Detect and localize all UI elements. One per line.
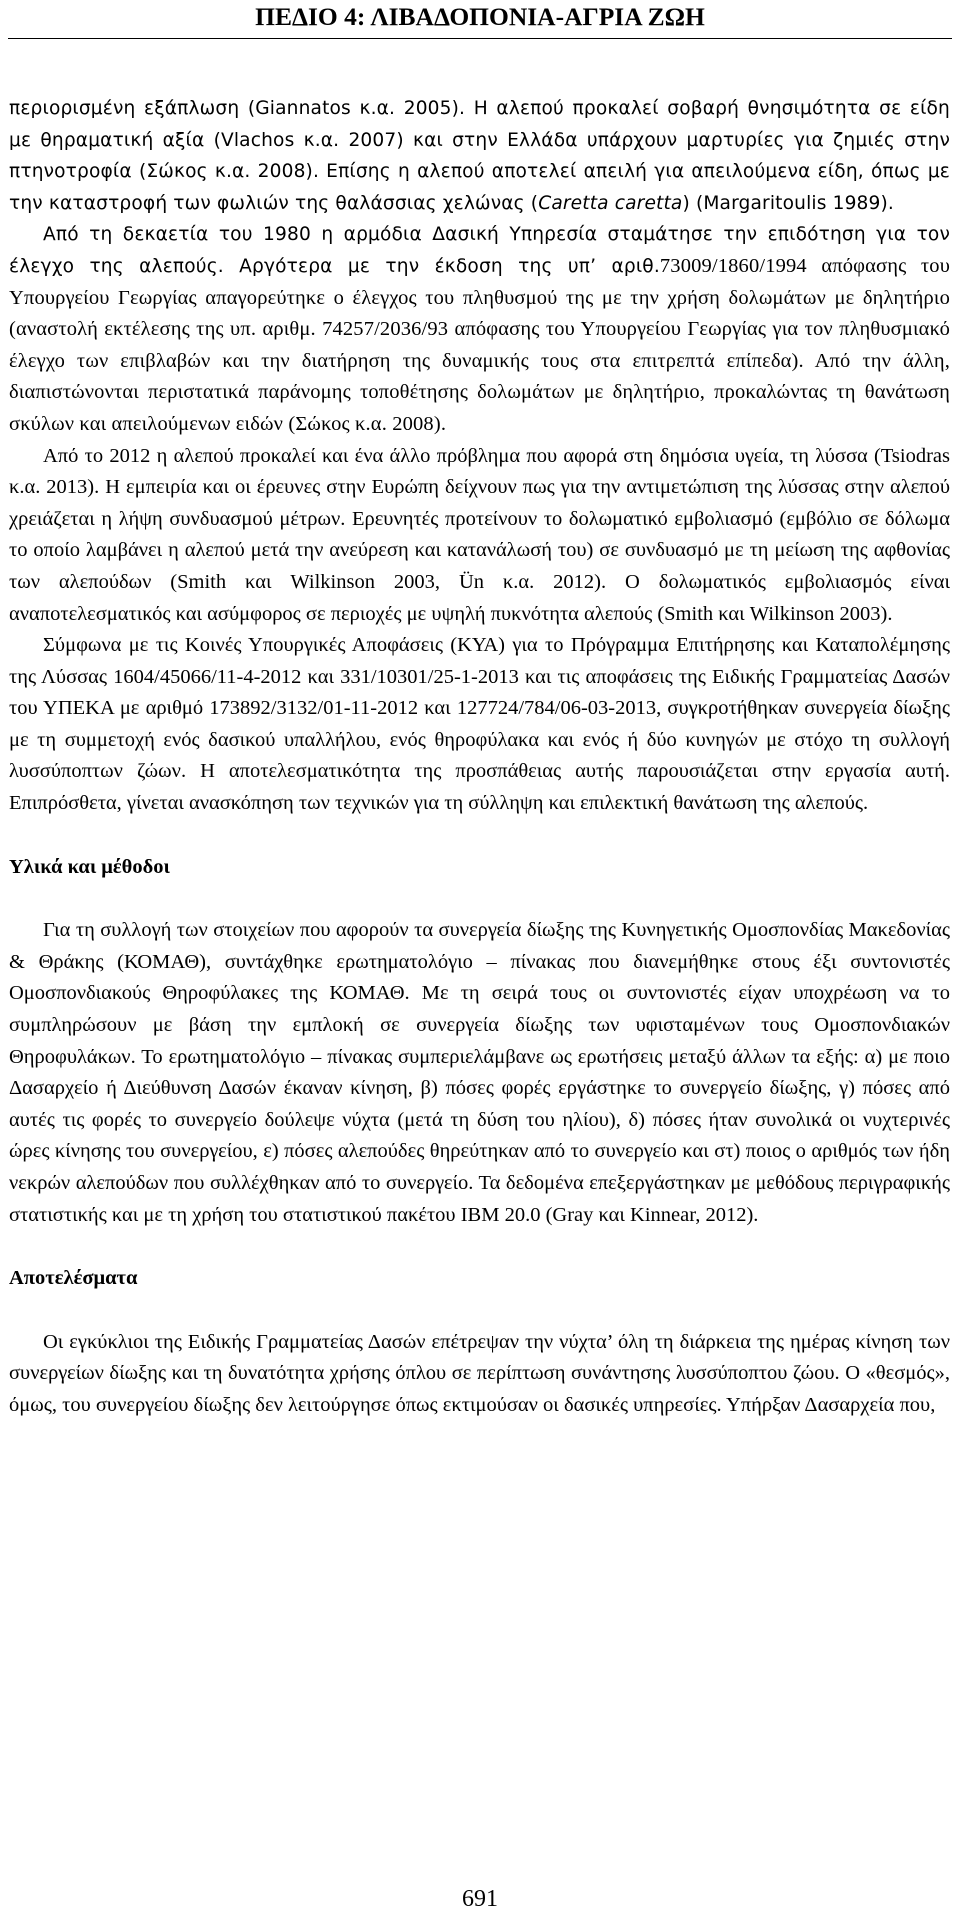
paragraph-2-text-a: Από τη δεκαετία του 1980 η αρμόδια Δασική Υπηρεσία σταμάτησε την επιδότηση για τον έλεγχο της αλεπούς. Αργότερα με την έκδοση της υπ’ αριθ. bbox=[9, 224, 950, 277]
paragraph-1-text-b: ) (Margaritoulis 1989). bbox=[682, 192, 894, 214]
sans-text-block bbox=[9, 93, 950, 441]
methods-paragraph: Για τη συλλογή των στοιχείων που αφορούν τα συνεργεία δίωξης της Κυνηγετικής Ομοσπονδίας Μακεδονίας & Θράκης (ΚΟΜΑΘ), συντάχθηκε ερωτηματολόγιο – πίνακας που διανεμήθηκε στους έξι συντονιστές Ομοσπονδιακούς Θηροφύλακες της ΚΟΜΑΘ. Με τη σειρά τους οι συντονιστές είχαν υποχρέωση να το συμπληρώσουν με βάση την εμπλοκή σε συνεργεία δίωξης των υφισταμένων τους Ομοσπονδιακών Θηροφυλάκων. Το ερωτηματολόγιο – πίνακας συμπεριελάμβανε ως ερωτήσεις μεταξύ άλλων τα εξής: α) με ποιο Δασαρχείο ή Διεύθυνση Δασών έκαναν κίνηση, β) πόσες φορές εργάστηκε το συνεργείο δίωξης, γ) πόσες από αυτές τις φορές το συνεργείο δούλεψε νύχτα (μετά τη δύση του ηλίου), δ) πόσες ήταν συνολικά οι νυχτερινές ώρες κίνησης του συνεργείου, ε) πόσες αλεπούδες θηρεύτηκαν από το συνεργείο και στ) ποιος ο αριθμός των ήδη νεκρών αλεπούδων που συλλέχθηκαν από το συνεργείο. Τα δεδομένα επεξεργάστηκαν με μεθόδους περιγραφικής στατιστικής και με τη χρήση του στατιστικού πακέτου IBM 20.0 (Gray και Kinnear, 2012). bbox=[9, 919, 950, 1226]
species-name: Caretta caretta bbox=[538, 192, 683, 214]
paragraph-4: Σύμφωνα με τις Κοινές Υπουργικές Αποφάσεις (ΚΥΑ) για το Πρόγραμμα Επιτήρησης και Καταπολέμησης της Λύσσας 1604/45066/11-4-2012 και 331/10301/25-1-2013 και τις αποφάσεις της Ειδικής Γραμματείας Δασών του ΥΠΕΚΑ με αριθμό 173892/3132/01-11-2012 και 127724/784/06-03-2013, συγκροτήθηκαν συνεργεία δίωξης με τη συμμετοχή ενός δασικού υπαλλήλου, ενός θηροφύλακα και ενός ή δύο κυνηγών με στόχο τη συλλογή λυσσύποπτων ζώων. Η αποτελεσματικότητα της προσπάθειας αυτής παρουσιάζεται στην εργασία αυτή. Επιπρόσθετα, γίνεται ανασκόπηση των τεχνικών για τη σύλληψη και επιλεκτική θανάτωση της αλεπούς. bbox=[9, 634, 950, 815]
paragraph-2-text-b: 73009/1860/1994 απόφασης του Υπουργείου Γεωργίας απαγορεύτηκε ο έλεγχος του πληθυσμού της με την χρήση δολωμάτων με δηλητήριο (αναστολή εκτέλεσης της υπ. αριθμ. 74257/2036/93 απόφασης του Υπουργείου Γεωργίας για τον πληθυσμιακό έλεγχο των επιβλαβών και την διατήρηση της δυναμικής τους στα επιτρεπτά επίπεδα). Από την άλλη, διαπιστώνονται περιστατικά παράνομης τοποθέτησης δολωμάτων με δηλητήριο, προκαλώντας τη θανάτωση σκύλων και απειλούμενων ειδών (Σώκος κ.α. 2008). bbox=[9, 254, 951, 435]
results-heading: Αποτελέσματα bbox=[9, 1267, 138, 1290]
running-header: ΠΕΔΙΟ 4: ΛΙΒΑΔΟΠΟΝΙΑ-ΑΓΡΙΑ ΖΩΗ bbox=[255, 2, 705, 31]
results-paragraph: Οι εγκύκλιοι της Ειδικής Γραμματείας Δασών επέτρεψαν την νύχτα’ όλη τη διάρκεια της ημέρας κίνηση των συνεργείων δίωξης και τη δυνατότητα χρήσης όπλου σε περίπτωση συνάντησης λυσσύποπτου ζώου. Ο «θεσμός», όμως, του συνεργείου δίωξης δεν λειτούργησε όπως εκτιμούσαν οι δασικές υπηρεσίες. Υπήρξαν Δασαρχεία που, bbox=[9, 1330, 950, 1416]
paragraph-1 bbox=[9, 93, 950, 219]
methods-heading: Υλικά και μέθοδοι bbox=[9, 855, 170, 878]
body-text bbox=[9, 93, 950, 1422]
paragraph-1-text-a: περιορισμένη εξάπλωση (Giannatos κ.α. 2005). Η αλεπού προκαλεί σοβαρή θνησιμότητα σε είδη με θηραματική αξία (Vlachos κ.α. 2007) και στην Ελλάδα υπάρχουν μαρτυρίες για ζημιές στην πτηνοτροφία (Σώκος κ.α. 2008). Επίσης η αλεπού αποτελεί απειλή για απειλούμενα είδη, όπως με την καταστροφή των φωλιών της θαλάσσιας χελώνας ( bbox=[9, 98, 950, 214]
page-number: 691 bbox=[462, 1886, 498, 1912]
paragraph-2 bbox=[9, 219, 950, 440]
header-divider bbox=[8, 38, 952, 39]
paragraph-3: Από το 2012 η αλεπού προκαλεί και ένα άλλο πρόβλημα που αφορά στη δημόσια υγεία, τη λύσσα (Tsiodras κ.α. 2013). Η εμπειρία και οι έρευνες στην Ευρώπη δείχνουν πως για την αντιμετώπιση της λύσσας στην αλεπού χρειάζεται η λήψη συνδυασμού μέτρων. Ερευνητές προτείνουν το δολωματικό εμβολιασμό (εμβόλιο σε δόλωμα το οποίο λαμβάνει η αλεπού μετά την ανεύρεση και κατανάλωσή του) σε συνδυασμό με τη μείωση της αφθονίας των αλεπούδων (Smith και Wilkinson 2003, Ün κ.α. 2012). Ο δολωματικός εμβολιασμός είναι αναποτελεσματικός και ασύμφορος σε περιοχές με υψηλή πυκνότητα αλεπούς (Smith και Wilkinson 2003). bbox=[9, 444, 950, 625]
